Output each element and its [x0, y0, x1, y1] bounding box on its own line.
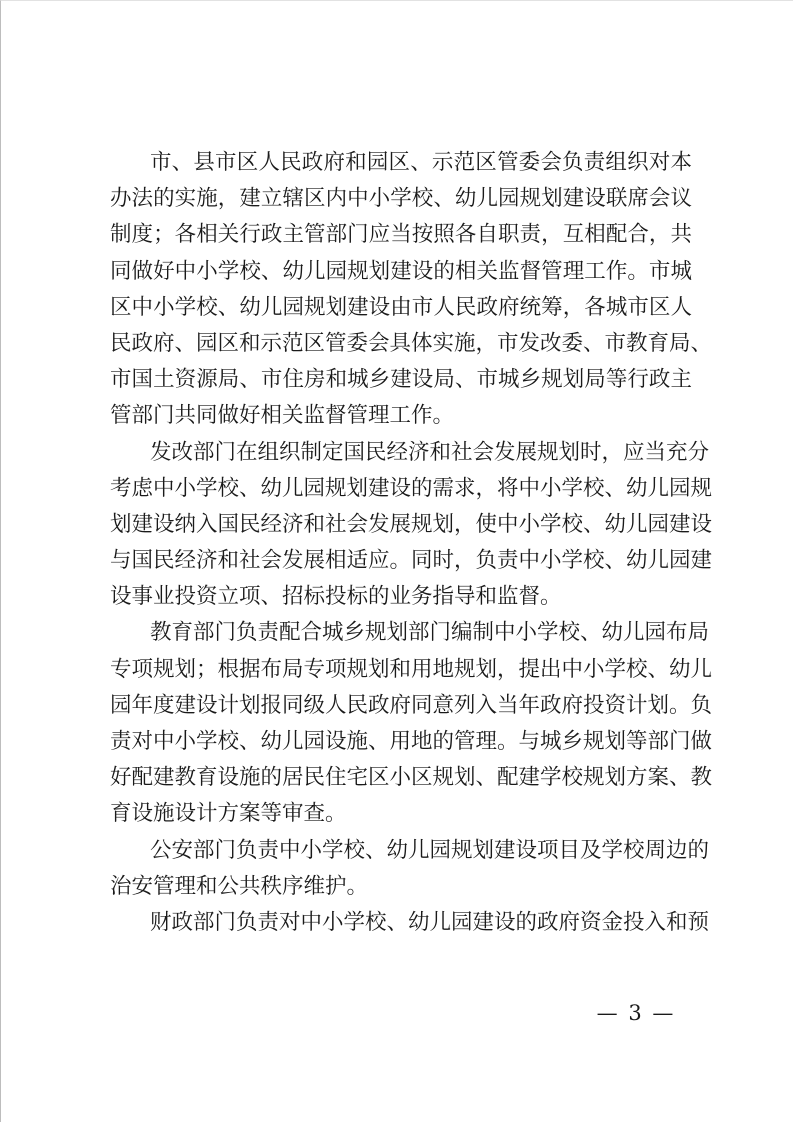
text-line: 治安管理和公共秩序维护。 — [110, 873, 369, 899]
text-line: 考虑中小学校、幼儿园规划建设的需求，将中小学校、幼儿园规 — [110, 475, 713, 501]
text-line: 制度；各相关行政主管部门应当按照各自职责，互相配合，共 — [110, 222, 692, 248]
text-line: 发改部门在组织制定国民经济和社会发展规划时，应当充分 — [150, 439, 710, 465]
text-line: 市国土资源局、市住房和城乡建设局、市城乡规划局等行政主 — [110, 367, 692, 393]
text-line: 划建设纳入国民经济和社会发展规划，使中小学校、幼儿园建设 — [110, 511, 713, 537]
paragraph-municipal-responsibility — [110, 145, 713, 435]
document-body — [110, 145, 713, 941]
text-line: 园年度建设计划报同级人民政府同意列入当年政府投资计划。负 — [110, 692, 713, 718]
text-line: 同做好中小学校、幼儿园规划建设的相关监督管理工作。市城 — [110, 258, 692, 284]
text-line: 专项规划；根据布局专项规划和用地规划，提出中小学校、幼儿 — [110, 656, 713, 682]
page-number: — 3 — — [596, 1001, 676, 1025]
text-line: 管部门共同做好相关监督管理工作。 — [110, 403, 455, 429]
text-line: 民政府、园区和示范区管委会具体实施，市发改委、市教育局、 — [110, 330, 713, 356]
text-line: 设事业投资立项、招标投标的业务指导和监督。 — [110, 584, 562, 610]
text-line: 好配建教育设施的居民住宅区小区规划、配建学校规划方案、教 — [110, 765, 713, 791]
text-line: 责对中小学校、幼儿园设施、用地的管理。与城乡规划等部门做 — [110, 729, 713, 754]
text-line: 公安部门负责中小学校、幼儿园规划建设项目及学校周边的 — [150, 837, 710, 863]
text-line: 财政部门负责对中小学校、幼儿园建设的政府资金投入和预 — [150, 909, 710, 935]
paragraph-public-security — [110, 833, 710, 905]
text-line: 教育部门负责配合城乡规划部门编制中小学校、幼儿园布局 — [150, 620, 710, 646]
paragraph-development-reform — [110, 435, 713, 616]
paragraph-finance — [110, 905, 710, 941]
paragraph-education — [110, 615, 713, 832]
text-line: 区中小学校、幼儿园规划建设由市人民政府统筹，各城市区人 — [110, 294, 692, 320]
text-line: 市、县市区人民政府和园区、示范区管委会负责组织对本 — [150, 150, 692, 175]
text-line: 与国民经济和社会发展相适应。同时，负责中小学校、幼儿园建 — [110, 548, 713, 574]
text-line: 育设施设计方案等审查。 — [110, 801, 347, 827]
text-line: 办法的实施，建立辖区内中小学校、幼儿园规划建设联席会议 — [110, 186, 692, 212]
